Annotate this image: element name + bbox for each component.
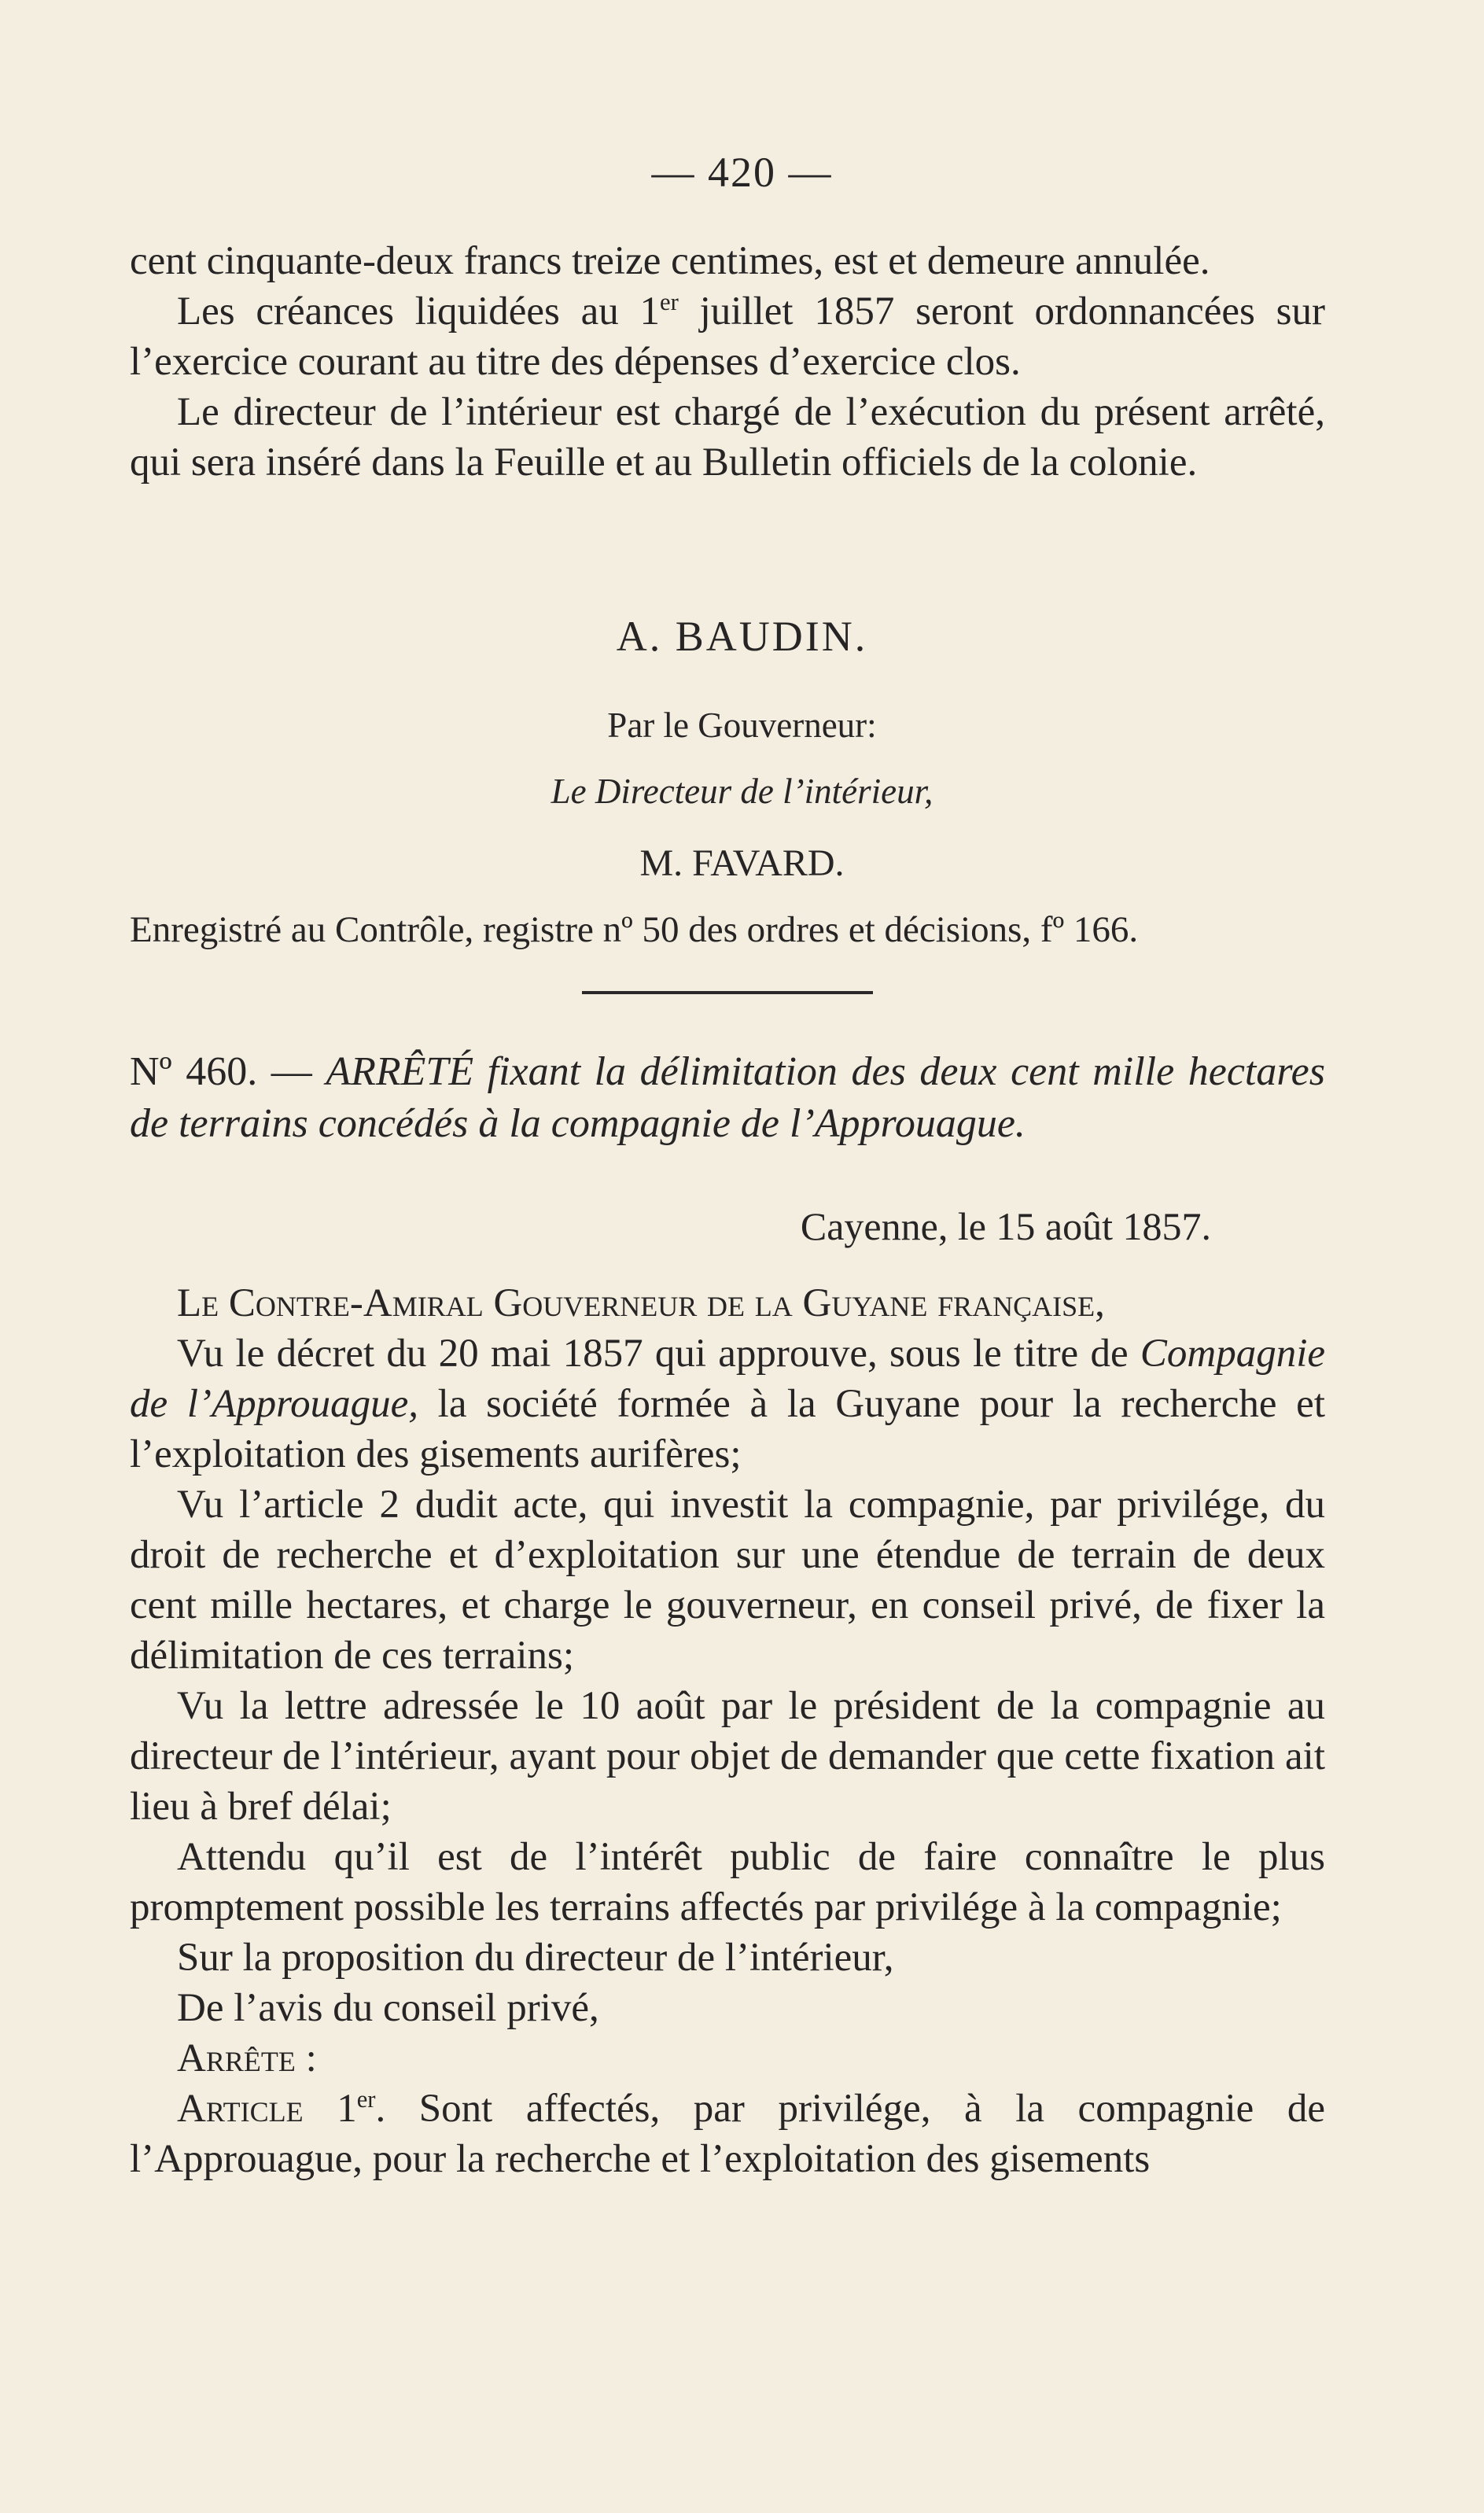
consideration-1-italic: Compagnie de l’Approuague,: [130, 1332, 1325, 1426]
paragraph-continuation: [130, 236, 1325, 286]
consideration-5-text: Sur la proposition du directeur de l’intérieur,: [177, 1936, 894, 1980]
consideration-3: [130, 1681, 1325, 1832]
paragraph-credits: [130, 286, 1325, 387]
by-governor: Par le Gouverneur:: [607, 706, 877, 745]
decree-body: [130, 1278, 1325, 2184]
execution-text: Le directeur de l’intérieur est chargé de l’exécution du présent arrêté, qui sera inséré dans la Feuille et au Bulletin officiels de la colonie.: [130, 390, 1325, 485]
continuation-text: cent cinquante-deux francs treize centimes, est et demeure annulée.: [130, 239, 1210, 283]
decree-heading: [130, 1046, 1325, 1150]
consideration-4-text: Attendu qu’il est de l’intérêt public de faire connaître le plus promptement possible les terrains affectés par privilége à la compagnie;: [130, 1835, 1325, 1929]
director-name: M. FAVARD.: [639, 842, 845, 884]
arrete-label: [130, 2033, 1325, 2084]
consideration-1-lead: Vu le décret du 20 mai 1857 qui approuve, sous le titre de: [177, 1332, 1140, 1376]
article-text: . Sont affectés, par privilége, à la compagnie de l’Approuague, pour la recherche et l’exploitation des gisements: [130, 2087, 1325, 2181]
preamble-text: Le Contre-Amiral Gouverneur de la Guyane française,: [177, 1281, 1105, 1325]
consideration-6-text: De l’avis du conseil privé,: [177, 1986, 599, 2030]
decree-title: ARRÊTÉ fixant la délimitation des deux cent mille hectares de terrains concédés à la compagnie de l’Approuague.: [130, 1049, 1325, 1146]
director-title: Le Directeur de l’intérieur,: [551, 772, 933, 811]
paragraph-execution: [130, 387, 1325, 488]
consideration-6: [130, 1983, 1325, 2033]
consideration-2: [130, 1479, 1325, 1681]
article-1: [130, 2084, 1325, 2184]
section-divider: [582, 991, 873, 994]
consideration-1-tail: la société formée à la Guyane pour la recherche et l’exploitation des gisements aurifères;: [130, 1382, 1325, 1476]
place-date: Cayenne, le 15 août 1857.: [800, 1204, 1211, 1248]
arrete-label-text: Arrête :: [177, 2036, 317, 2080]
registration-text: Enregistré au Contrôle, registre nº 50 des ordres et décisions, fº 166.: [130, 909, 1139, 950]
preamble: [130, 1278, 1325, 1328]
article-label: Article 1: [177, 2087, 357, 2131]
consideration-4: [130, 1832, 1325, 1933]
consideration-5: [130, 1933, 1325, 1983]
decree-dash: —: [257, 1049, 326, 1094]
consideration-2-text: Vu l’article 2 dudit acte, qui investit la compagnie, par privilége, du droit de recherche et d’exploitation sur une étendue de terrain de deux cent mille hectares, et charge le gouverneur, en conseil privé, de fixer la délimitation de ces terrains;: [130, 1483, 1325, 1678]
consideration-3-text: Vu la lettre adressée le 10 août par le président de la compagnie au directeur de l’intérieur, ayant pour objet de demander que cette fixation ait lieu à bref délai;: [130, 1684, 1325, 1829]
credits-text-a: Les créances liquidées au 1: [177, 289, 661, 333]
decree-number: Nº 460.: [130, 1049, 258, 1094]
consideration-1: [130, 1328, 1325, 1479]
credits-text-b: juillet 1857 seront ordonnancées sur l’exercice courant au titre des dépenses d’exercice clos.: [130, 289, 1325, 384]
credits-sup: er: [660, 289, 679, 315]
opening-text: [130, 236, 1325, 488]
registration-note: [130, 905, 1325, 955]
article-sup: er: [356, 2086, 376, 2113]
page-number: — 420 —: [651, 149, 833, 196]
signature-baudin: A. BAUDIN.: [616, 613, 868, 660]
